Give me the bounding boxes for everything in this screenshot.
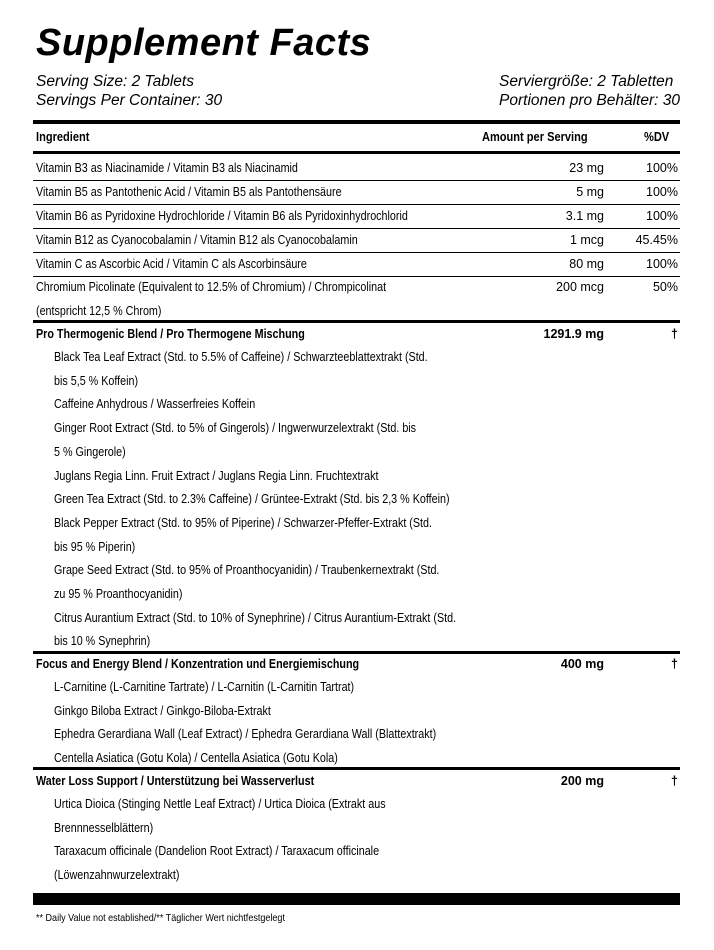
blend-ingredients: [54, 793, 386, 888]
blend-ingredient-line: L-Carnitine (L-Carnitine Tartrate) / L-Carnitin (L-Carnitin Tartrat): [54, 680, 355, 694]
blend-ingredient-line: Grape Seed Extract (Std. to 95% of Proanthocyanidin) / Traubenkernextrakt (Std.: [54, 563, 440, 578]
blend-header: [36, 323, 680, 346]
serving-info-de: [499, 72, 680, 110]
servings-per-container-en: Servings Per Container: 30: [36, 92, 223, 109]
ingredient-amount: 5 mg: [576, 185, 604, 199]
servings-per-container-de: Portionen pro Behälter: 30: [499, 92, 680, 109]
ingredient-name-line: Chromium Picolinate (Equivalent to 12.5% of Chromium) / Chrompicolinat: [36, 280, 387, 294]
blend-ingredient-line: 5 % Gingerole): [54, 444, 126, 459]
blend-amount: 400 mg: [560, 657, 604, 671]
blend-ingredient-line: bis 95 % Piperin): [54, 539, 136, 554]
blend-dv: †: [671, 657, 678, 671]
ingredient-name: [36, 276, 386, 323]
blend-ingredient-line: Ginger Root Extract (Std. to 5% of Gingerols) / Ingwerwurzelextrakt (Std. bis: [54, 421, 417, 436]
blend-ingredient-line: bis 5,5 % Koffein): [54, 373, 139, 388]
ingredient-name: Vitamin B3 as Niacinamide / Vitamin B3 als Niacinamid: [36, 161, 298, 175]
blend-ingredient-line: Citrus Aurantium Extract (Std. to 10% of Synephrine) / Citrus Aurantium-Extrakt (Std.: [54, 610, 457, 625]
blend-name: Pro Thermogenic Blend / Pro Thermogene Mischung: [36, 327, 305, 341]
blend-ingredients: [54, 676, 436, 771]
blend-header: [36, 770, 680, 793]
ingredient-name: Vitamin B5 as Pantothenic Acid / Vitamin B5 als Pantothensäure: [36, 185, 342, 199]
blend-ingredient-line: Green Tea Extract (Std. to 2.3% Caffeine) / Grüntee-Extrakt (Std. bis 2,3 % Koffein): [54, 492, 450, 507]
blend-dv: †: [671, 774, 678, 788]
blend-focus-energy: [36, 653, 680, 768]
header-ingredient: Ingredient: [36, 129, 90, 144]
blend-dv: †: [671, 327, 678, 341]
ingredient-amount: 80 mg: [569, 257, 604, 271]
bottom-rule: [33, 893, 680, 905]
blend-ingredient-line: Brennnesselblättern): [54, 820, 154, 835]
serving-info-en: [36, 72, 222, 110]
table-row: [36, 157, 680, 180]
footnote: ** Daily Value not established/** Täglicher Wert nichtfestgelegt: [36, 912, 285, 924]
blend-ingredient-line: Ginkgo Biloba Extract / Ginkgo-Biloba-Extrakt: [54, 703, 271, 718]
ingredient-amount: 3.1 mg: [565, 209, 604, 223]
blend-thermogenic: [36, 323, 680, 650]
ingredient-amount: 1 mcg: [569, 233, 604, 247]
blend-amount: 1291.9 mg: [543, 327, 604, 341]
table-row: [36, 181, 680, 204]
page-title: Supplement Facts: [36, 22, 372, 64]
table-row: [36, 229, 680, 252]
ingredient-dv: 100%: [646, 185, 678, 199]
ingredient-dv: 45.45%: [635, 233, 678, 247]
blend-ingredient-line: Caffeine Anhydrous / Wasserfreies Koffein: [54, 397, 256, 412]
blend-ingredient-line: bis 10 % Synephrin): [54, 634, 151, 649]
ingredient-name: Vitamin B12 as Cyanocobalamin / Vitamin B12 als Cyanocobalamin: [36, 233, 358, 247]
header-amount: Amount per Serving: [482, 129, 588, 144]
blend-ingredient-line: Black Tea Leaf Extract (Std. to 5.5% of Caffeine) / Schwarzteeblattextrakt (Std.: [54, 350, 428, 364]
blend-ingredient-line: Black Pepper Extract (Std. to 95% of Piperine) / Schwarzer-Pfeffer-Extrakt (Std.: [54, 515, 432, 530]
ingredient-dv: 100%: [646, 257, 678, 271]
blend-ingredient-line: Urtica Dioica (Stinging Nettle Leaf Extract) / Urtica Dioica (Extrakt aus: [54, 797, 386, 811]
blend-ingredient-line: Ephedra Gerardiana Wall (Leaf Extract) / Ephedra Gerardiana Wall (Blattextrakt): [54, 727, 437, 742]
ingredient-name: Vitamin B6 as Pyridoxine Hydrochloride / Vitamin B6 als Pyridoxinhydrochlorid: [36, 209, 408, 223]
blend-water-loss: [36, 770, 680, 890]
header-rule: [33, 151, 680, 154]
blend-header: [36, 653, 680, 676]
ingredient-name-line: (entspricht 12,5 % Chrom): [36, 303, 162, 318]
header-dv: %DV: [644, 129, 670, 144]
table-row: [36, 205, 680, 228]
ingredient-dv: 100%: [646, 161, 678, 175]
blend-name: Focus and Energy Blend / Konzentration und Energiemischung: [36, 657, 360, 671]
blend-name: Water Loss Support / Unterstützung bei Wasserverlust: [36, 774, 315, 788]
ingredient-amount: 23 mg: [569, 161, 604, 175]
blend-ingredient-line: Juglans Regia Linn. Fruit Extract / Juglans Regia Linn. Fruchtextrakt: [54, 468, 379, 483]
blend-ingredient-line: Centella Asiatica (Gotu Kola) / Centella Asiatica (Gotu Kola): [54, 751, 338, 766]
ingredient-amount: 200 mcg: [556, 280, 604, 294]
blend-ingredient-line: Taraxacum officinale (Dandelion Root Extract) / Taraxacum officinale: [54, 844, 380, 859]
blend-ingredients: [54, 346, 456, 654]
serving-size-en: Serving Size: 2 Tablets: [36, 73, 194, 90]
top-rule: [33, 120, 680, 124]
ingredient-dv: 50%: [652, 280, 678, 294]
blend-amount: 200 mg: [560, 774, 604, 788]
ingredient-dv: 100%: [646, 209, 678, 223]
ingredient-name: Vitamin C as Ascorbic Acid / Vitamin C als Ascorbinsäure: [36, 257, 307, 271]
blend-ingredient-line: zu 95 % Proanthocyanidin): [54, 587, 183, 602]
table-row-chromium: [36, 276, 680, 320]
serving-size-de: Serviergröße: 2 Tabletten: [499, 73, 674, 90]
blend-ingredient-line: (Löwenzahnwurzelextrakt): [54, 868, 180, 883]
table-row: [36, 253, 680, 276]
